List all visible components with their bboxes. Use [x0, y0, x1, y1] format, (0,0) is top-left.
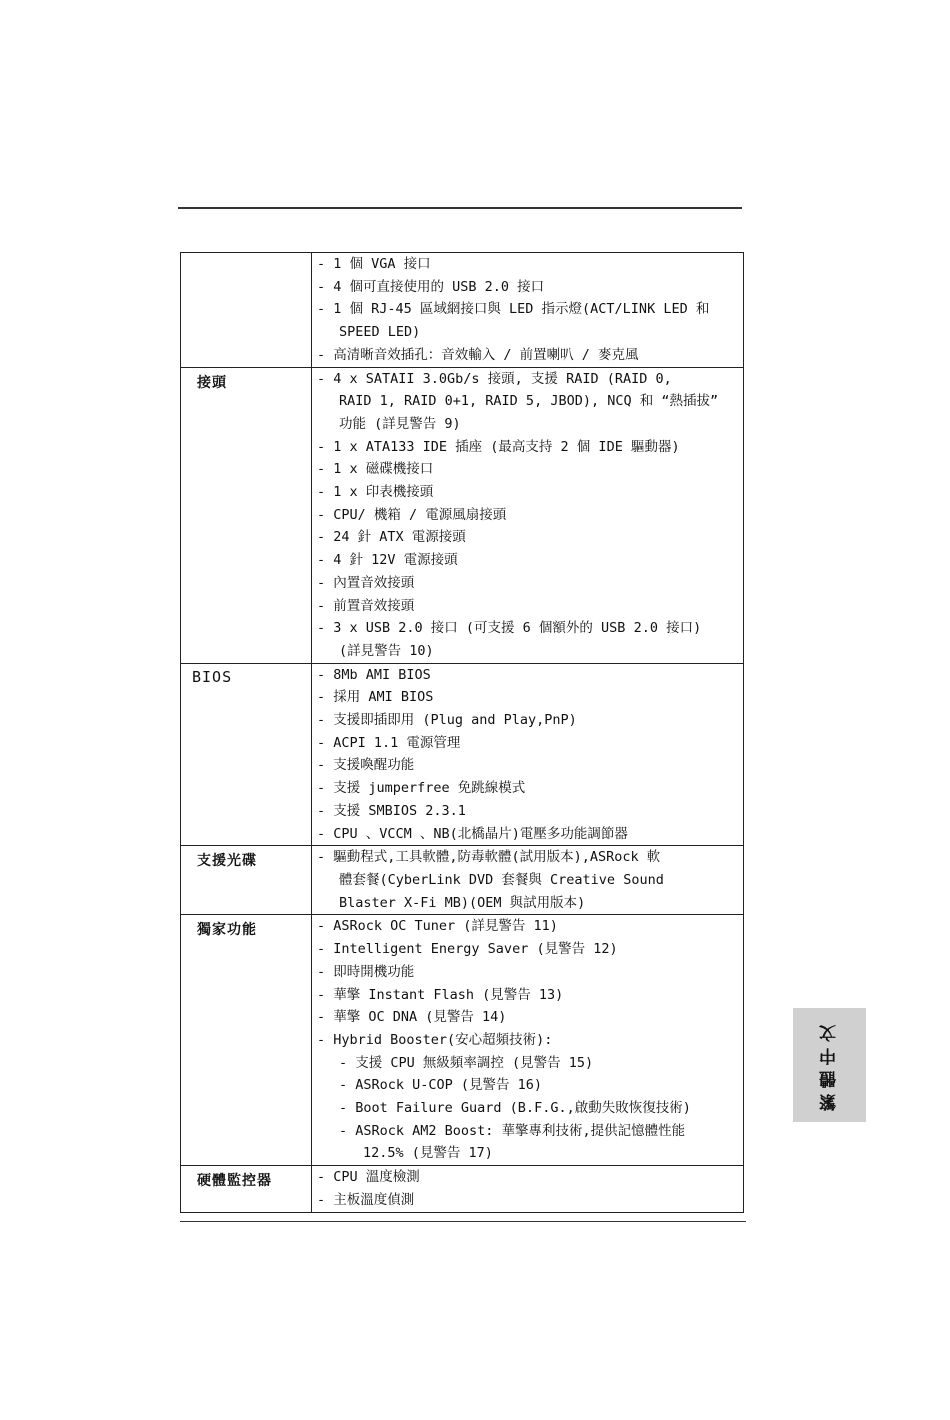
- spec-item: - 8Mb AMI BIOS: [317, 666, 431, 683]
- spec-category: 獨家功能: [181, 915, 312, 1166]
- spec-item: - 驅動程式,工具軟體,防毒軟體(試用版本),ASRock 軟: [317, 849, 661, 866]
- spec-item: - 高清晰音效插孔：音效輸入 / 前置喇叭 / 麥克風: [317, 346, 639, 363]
- spec-item: - Boot Failure Guard (B.F.G.,啟動失敗恢復技術): [339, 1100, 691, 1117]
- spec-category: 硬體監控器: [181, 1166, 312, 1212]
- spec-item: - 採用 AMI BIOS: [317, 689, 434, 706]
- spec-item: - 前置音效接頭: [317, 597, 415, 614]
- spec-item: - 華擎 Instant Flash (見警告 13): [317, 986, 564, 1003]
- side-tab-label: 繁體中文: [820, 1019, 840, 1111]
- spec-item: - 1 x 印表機接頭: [317, 484, 434, 501]
- spec-item: - 主板溫度偵測: [317, 1191, 415, 1208]
- bottom-rule: [180, 1221, 746, 1222]
- spec-item: 體套餐(CyberLink DVD 套餐與 Creative Sound: [339, 871, 664, 888]
- spec-item: - 4 x SATAII 3.0Gb/s 接頭, 支援 RAID (RAID 0,: [317, 370, 672, 387]
- spec-item: - 3 x USB 2.0 接口 (可支援 6 個額外的 USB 2.0 接口): [317, 620, 702, 637]
- spec-item: - CPU 溫度檢測: [317, 1169, 420, 1186]
- spec-category: [181, 253, 312, 368]
- spec-items: [312, 253, 744, 368]
- spec-item: - 1 個 VGA 接口: [317, 256, 431, 272]
- language-side-tab: [793, 1008, 866, 1122]
- spec-row: [181, 367, 744, 663]
- spec-item: - 支援喚醒功能: [317, 757, 415, 774]
- spec-item: - CPU/ 機箱 / 電源風扇接頭: [317, 506, 507, 523]
- spec-item: - 4 針 12V 電源接頭: [317, 552, 458, 569]
- spec-item: - CPU 、VCCM 、NB(北橋晶片)電壓多功能調節器: [317, 825, 628, 842]
- spec-items: [312, 846, 744, 915]
- spec-item: - 1 x ATA133 IDE 插座 (最高支持 2 個 IDE 驅動器): [317, 438, 680, 455]
- spec-row: [181, 663, 744, 846]
- spec-item: - ASRock U-COP (見警告 16): [339, 1077, 543, 1094]
- spec-row: [181, 1166, 744, 1212]
- spec-items: [312, 663, 744, 846]
- spec-item: - 華擎 OC DNA (見警告 14): [317, 1009, 507, 1026]
- spec-row: [181, 915, 744, 1166]
- spec-item: - ASRock AM2 Boost: 華擎專利技術,提供記憶體性能: [339, 1122, 686, 1139]
- spec-item: - ACPI 1.1 電源管理: [317, 734, 461, 751]
- spec-items: [312, 1166, 744, 1212]
- spec-item: RAID 1, RAID 0+1, RAID 5, JBOD), NCQ 和 “熱插拔”: [339, 393, 719, 410]
- spec-item: - 1 x 磁碟機接口: [317, 461, 434, 478]
- spec-item: - 支援 SMBIOS 2.3.1: [317, 802, 466, 819]
- spec-row: [181, 846, 744, 915]
- spec-item: (詳見警告 10): [339, 642, 434, 659]
- spec-item: - 24 針 ATX 電源接頭: [317, 529, 466, 546]
- spec-item: SPEED LED): [339, 324, 421, 341]
- spec-item: 功能 (詳見警告 9): [339, 415, 461, 432]
- spec-item: Blaster X-Fi MB)(OEM 與試用版本): [339, 894, 586, 911]
- spec-items: [312, 367, 744, 663]
- spec-item: 12.5% (見警告 17): [363, 1145, 493, 1162]
- spec-category: 支援光碟: [181, 846, 312, 915]
- spec-category: BIOS: [181, 663, 312, 846]
- spec-item: - 即時開機功能: [317, 963, 415, 980]
- spec-table: [180, 252, 744, 1213]
- spec-category: 接頭: [181, 367, 312, 663]
- spec-item: - 支援 jumperfree 免跳線模式: [317, 780, 526, 797]
- spec-items: [312, 915, 744, 1166]
- spec-row: [181, 253, 744, 368]
- spec-item: - 支援 CPU 無級頻率調控 (見警告 15): [339, 1054, 594, 1071]
- spec-item: - 1 個 RJ-45 區域網接口與 LED 指示燈(ACT/LINK LED 和: [317, 301, 710, 318]
- spec-item: - Hybrid Booster(安心超頻技術):: [317, 1031, 553, 1048]
- spec-item: - ASRock OC Tuner (詳見警告 11): [317, 918, 558, 935]
- top-rule: [178, 207, 742, 209]
- spec-item: - 支援即插即用 (Plug and Play,PnP): [317, 712, 577, 729]
- spec-item: - 內置音效接頭: [317, 574, 415, 591]
- spec-item: - Intelligent Energy Saver (見警告 12): [317, 941, 618, 958]
- spec-item: - 4 個可直接使用的 USB 2.0 接口: [317, 278, 545, 295]
